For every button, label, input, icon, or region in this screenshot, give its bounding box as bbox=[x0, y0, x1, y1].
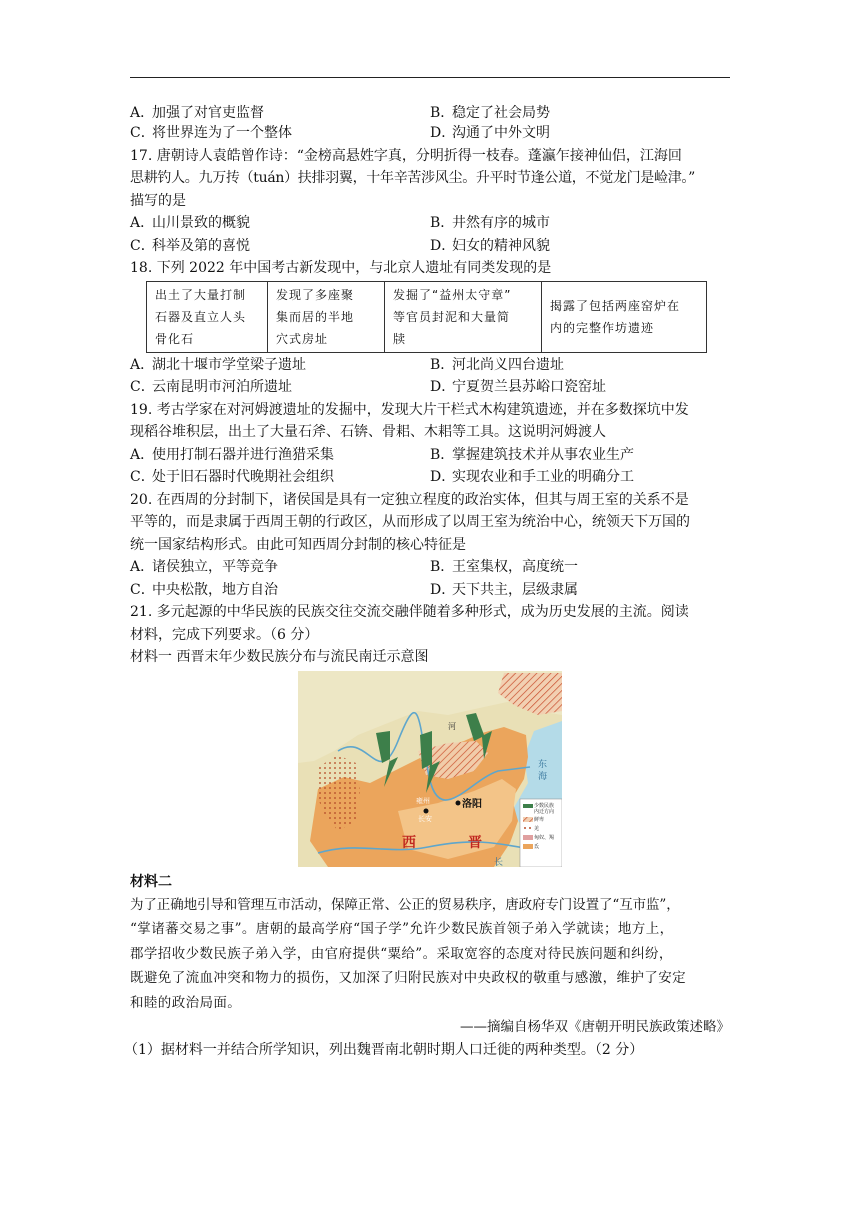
q19-option-d[interactable]: D．实现农业和手工业的明确分工 bbox=[430, 469, 634, 485]
material2-line: “掌诸蕃交易之事”。唐朝的最高学府“国子学”允许少数民族首领子弟入学就读；地方上， bbox=[130, 921, 674, 937]
q20-stem-line3: 统一国家结构形式。由此可知西周分封制的核心特征是 bbox=[130, 536, 466, 553]
migration-map bbox=[298, 671, 562, 867]
q19-stem-line2: 现稻谷堆积层，出土了大量石斧、石锛、骨耜、木耜等工具。这说明河姆渡人 bbox=[130, 424, 606, 440]
map-city-changan bbox=[424, 808, 429, 813]
q17-option-b[interactable]: B．井然有序的城市 bbox=[430, 215, 550, 231]
q17-option-a[interactable]: A．山川景致的概貌 bbox=[130, 215, 250, 231]
q16-options-row2 bbox=[130, 122, 730, 145]
q17-options-row1 bbox=[130, 212, 730, 235]
q20-option-b[interactable]: B．王室集权，高度统一 bbox=[430, 559, 578, 575]
svg-text:鲜卑: 鲜卑 bbox=[534, 816, 545, 823]
q17-options-row2 bbox=[130, 235, 730, 258]
material2-line: 和睦的政治局面。 bbox=[130, 994, 242, 1011]
q19-option-c[interactable]: C．处于旧石器时代晚期社会组织 bbox=[130, 469, 334, 485]
svg-text:氐: 氐 bbox=[534, 843, 540, 850]
q16-option-c[interactable]: C．将世界连为了一个整体 bbox=[130, 125, 292, 141]
q18-option-c[interactable]: C．云南昆明市河泊所遗址 bbox=[130, 379, 292, 395]
q20-option-d[interactable]: D．天下共主，层级隶属 bbox=[430, 581, 578, 598]
q19-stem-line1: 19. 考古学家在对河姆渡遗址的发掘中，发现大片干栏式木构建筑遗迹，并在多数探坑中发 bbox=[130, 401, 689, 418]
svg-text:晋: 晋 bbox=[468, 834, 482, 851]
map-figure bbox=[298, 671, 562, 867]
q20-option-a[interactable]: A．诸侯独立，平等竞争 bbox=[130, 559, 278, 575]
q18-cell-2: 发现了多座聚 集而居的半地 穴式房址 bbox=[268, 281, 385, 352]
material2-line: 既避免了流血冲突和物力的损伤，又加深了归附民族对中央政权的敬重与感激，维护了安定 bbox=[130, 970, 686, 986]
q20-stem-line2: 平等的，而是隶属于西周王朝的行政区，从而形成了以周王室为统治中心，统领天下万国的 bbox=[130, 514, 690, 530]
q20-options-row1 bbox=[130, 556, 730, 579]
q18-option-b[interactable]: B．河北尚义四台遗址 bbox=[430, 356, 564, 373]
material2-body bbox=[130, 893, 730, 1016]
svg-text:河: 河 bbox=[448, 721, 456, 731]
q19-option-b[interactable]: B．掌握建筑技术并从事农业生产 bbox=[430, 446, 634, 463]
q19-options-row2 bbox=[130, 466, 730, 489]
q20-option-c[interactable]: C．中央松散，地方自治 bbox=[130, 581, 278, 598]
material2-line: 为了正确地引导和管理互市活动，保障正常、公正的贸易秩序，唐政府专门设置了“互市监”， bbox=[130, 896, 680, 913]
q21-stem-line1: 21. 多元起源的中华民族的民族交往交流交融伴随着多种形式，成为历史发展的主流。阅读 bbox=[130, 604, 689, 620]
q16-options-row1 bbox=[130, 102, 730, 122]
svg-text:西: 西 bbox=[402, 834, 416, 851]
q17-option-c[interactable]: C．科举及第的喜悦 bbox=[130, 237, 250, 254]
svg-text:长: 长 bbox=[494, 857, 504, 867]
q21-subquestion-1: （1）据材料一并结合所学知识，列出魏晋南北朝时期人口迁徙的两种类型。（2 分） bbox=[124, 1042, 644, 1058]
q18-stem: 18. 下列 2022 年中国考古新发现中，与北京人遗址有同类发现的是 bbox=[130, 260, 552, 276]
q17-stem-line2: 思耕钓人。九万抟（tuán）扶排羽翼，十年辛苦涉风尘。升平时节逢公道，不觉龙门是崄津。” bbox=[130, 170, 695, 186]
exam-page bbox=[124, 102, 730, 1061]
svg-text:东: 东 bbox=[538, 759, 548, 770]
svg-text:内迁方向: 内迁方向 bbox=[534, 808, 555, 815]
q18-cell-3: 发掘了“益州太守章” 等官员封泥和大量简 牍 bbox=[385, 281, 542, 352]
q17-stem-line3: 描写的是 bbox=[130, 192, 186, 209]
material1-title: 材料一 西晋末年少数民族分布与流民南迁示意图 bbox=[130, 649, 429, 665]
q18-discovery-table bbox=[146, 281, 707, 353]
q18-option-d[interactable]: D．宁夏贺兰县苏峪口瓷窑址 bbox=[430, 379, 606, 395]
q21-stem-line2: 材料，完成下列要求。（6 分） bbox=[130, 626, 319, 643]
q17-option-d[interactable]: D．妇女的精神风貌 bbox=[430, 237, 550, 254]
q19-option-a[interactable]: A．使用打制石器并进行渔猎采集 bbox=[130, 446, 334, 463]
q18-option-a[interactable]: A．湖北十堰市学堂梁子遗址 bbox=[130, 356, 306, 373]
material2-title: 材料二 bbox=[130, 873, 172, 890]
q18-cell-1: 出土了大量打制 石器及直立人头 骨化石 bbox=[147, 281, 268, 352]
q18-options-row1 bbox=[130, 354, 730, 377]
header-rule bbox=[130, 77, 730, 78]
q18-cell-4: 揭露了包括两座窑炉在 内的完整作坊遗迹 bbox=[542, 281, 707, 352]
q18-options-row2 bbox=[130, 376, 730, 399]
q16-option-d[interactable]: D．沟通了中外文明 bbox=[430, 125, 550, 141]
svg-text:羌: 羌 bbox=[534, 825, 540, 832]
q20-stem-line1: 20. 在西周的分封制下，诸侯国是具有一定独立程度的政治实体，但其与周王室的关系不是 bbox=[130, 491, 689, 508]
svg-text:洛阳: 洛阳 bbox=[462, 798, 482, 810]
svg-text:长安: 长安 bbox=[418, 814, 432, 823]
q19-options-row1 bbox=[130, 444, 730, 467]
material2-line: 郡学招收少数民族子弟入学，由官府提供“粟给”。采取宽容的态度对待民族问题和纠纷， bbox=[130, 945, 673, 962]
svg-text:雍州: 雍州 bbox=[416, 796, 430, 805]
q20-options-row2 bbox=[130, 579, 730, 602]
material2-source: ——摘编自杨华双《唐朝开明民族政策述略》 bbox=[460, 1019, 730, 1035]
q17-stem-line1: 17. 唐朝诗人袁皓曾作诗：“金榜高悬姓字真，分明折得一枝春。蓬瀛乍接神仙侣，江海回 bbox=[130, 147, 682, 164]
svg-text:少数民族: 少数民族 bbox=[534, 802, 555, 809]
map-city-luoyang bbox=[456, 800, 461, 805]
svg-text:海: 海 bbox=[538, 771, 548, 782]
q16-option-a[interactable]: A．加强了对官吏监督 bbox=[130, 105, 264, 121]
q16-option-b[interactable]: B．稳定了社会局势 bbox=[430, 105, 550, 121]
svg-text:匈奴、羯: 匈奴、羯 bbox=[534, 834, 555, 841]
